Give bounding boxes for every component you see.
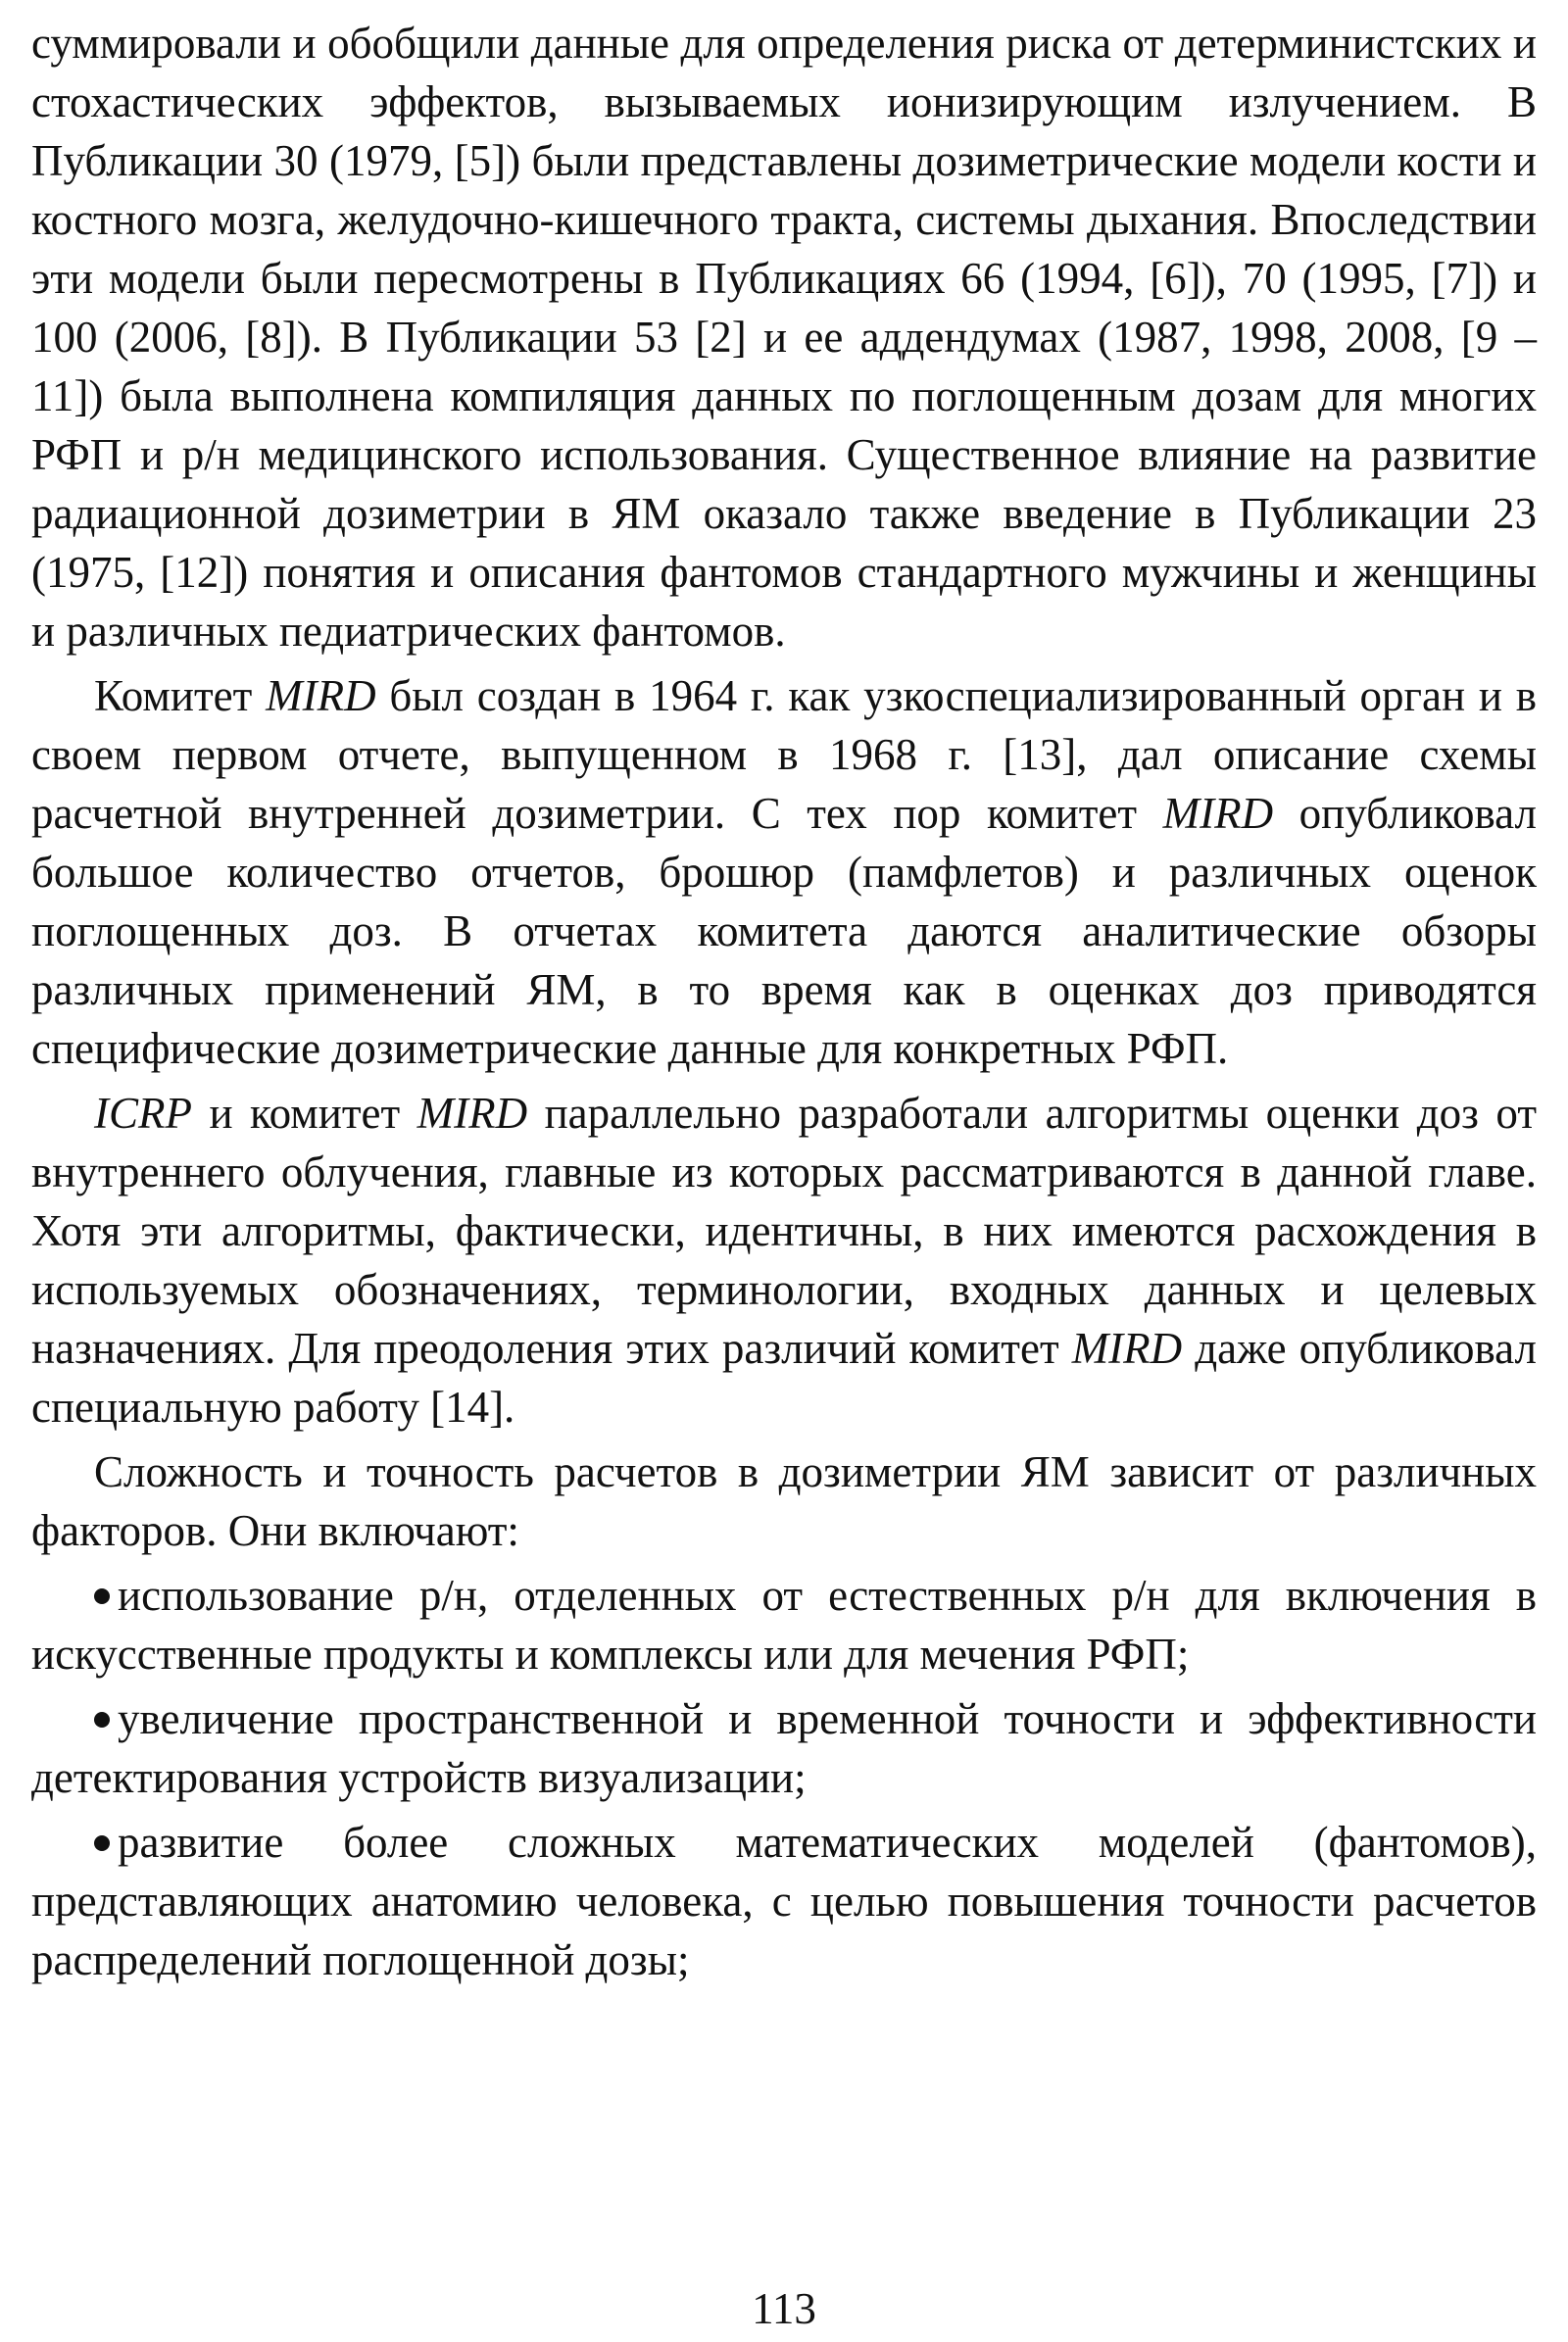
mird-term: MIRD (266, 671, 376, 720)
bullet-icon (94, 1588, 110, 1604)
list-item-text: использование р/н, отделенных от естественных р/н для включения в искусственные продукты и комплексы или для мечения РФП; (31, 1571, 1537, 1679)
paragraph-2 (31, 666, 1537, 1078)
paragraph-2-text-c: был создан в 1964 г. как узкоспециализированный орган и в своем первом отчете, выпущенном в 1968 г. [13], дал описание схемы расчетной внутренней дозиметрии. С тех пор комитет (31, 671, 1538, 838)
page-number: 113 (752, 2284, 816, 2333)
list-item (31, 1689, 1537, 1807)
bullet-icon (94, 1835, 110, 1851)
paragraph-1-text: суммировали и обобщили данные для определения риска от детерминистских и стохастических эффектов, вызываемых ионизирующим излучением. В Публикации 30 (1979, [5]) были представлены дозиметрические модели кости и костного мозга, желудочно-кишечного тракта, системы дыхания. Впоследствии эти модели были пересмотрены в Публикациях 66 (1994, [6]), 70 (1995, [7]) и 100 (2006, [8]). В Публикации 53 [2] и ее аддендумах (1987, 1998, 2008, [9 – 11]) была выполнена компиляция данных по поглощенным дозам для многих РФП и р/н медицинского использования. Существенное влияние на развитие радиационной дозиметрии в ЯМ оказало также введение в Публикации 23 (1975, [12]) понятия и описания фантомов стандартного мужчины и женщины и различных педиатрических фантомов. (31, 19, 1537, 656)
paragraph-2-text-e: опубликовал большое количество отчетов, брошюр (памфлетов) и различных оценок поглощенных доз. В отчетах комитета даются аналитические обзоры различных применений ЯМ, в то время как в оценках доз приводятся специфические дозиметрические данные для конкретных РФП. (31, 789, 1538, 1073)
paragraph-1 (31, 14, 1537, 660)
bullet-icon (94, 1712, 110, 1728)
paragraph-3-text-f: даже опубликовал специальную работу [14]. (31, 1324, 1538, 1432)
paragraph-3-text-d: параллельно разработали алгоритмы оценки доз от внутреннего облучения, главные из которых рассматриваются в данной главе. Хотя эти алгоритмы, фактически, идентичны, в них имеются расхождения в используемых обозначениях, терминологии, входных данных и целевых назначениях. Для преодоления этих различий комитет (31, 1089, 1537, 1373)
list-item-text: развитие более сложных математических моделей (фантомов), представляющих анатомию человека, с целью повышения точности расчетов распределений поглощенной дозы; (31, 1818, 1537, 1984)
paragraph-4-text: Сложность и точность расчетов в дозиметрии ЯМ зависит от различных факторов. Они включают: (31, 1447, 1537, 1555)
page-body (31, 14, 1537, 1989)
list-item-text: увеличение пространственной и временной точности и эффективности детектирования устройств визуализации; (31, 1694, 1537, 1802)
mird-term: MIRD (416, 1089, 528, 1138)
list-item (31, 1813, 1537, 1989)
mird-term: MIRD (1162, 789, 1274, 838)
paragraph-4 (31, 1442, 1537, 1560)
icrp-term: ICRP (94, 1089, 192, 1138)
paragraph-3 (31, 1084, 1537, 1437)
paragraph-2-text-a: Комитет (94, 671, 267, 720)
paragraph-3-text-b: и комитет (191, 1089, 417, 1138)
mird-term: MIRD (1071, 1324, 1183, 1373)
list-item (31, 1566, 1537, 1683)
